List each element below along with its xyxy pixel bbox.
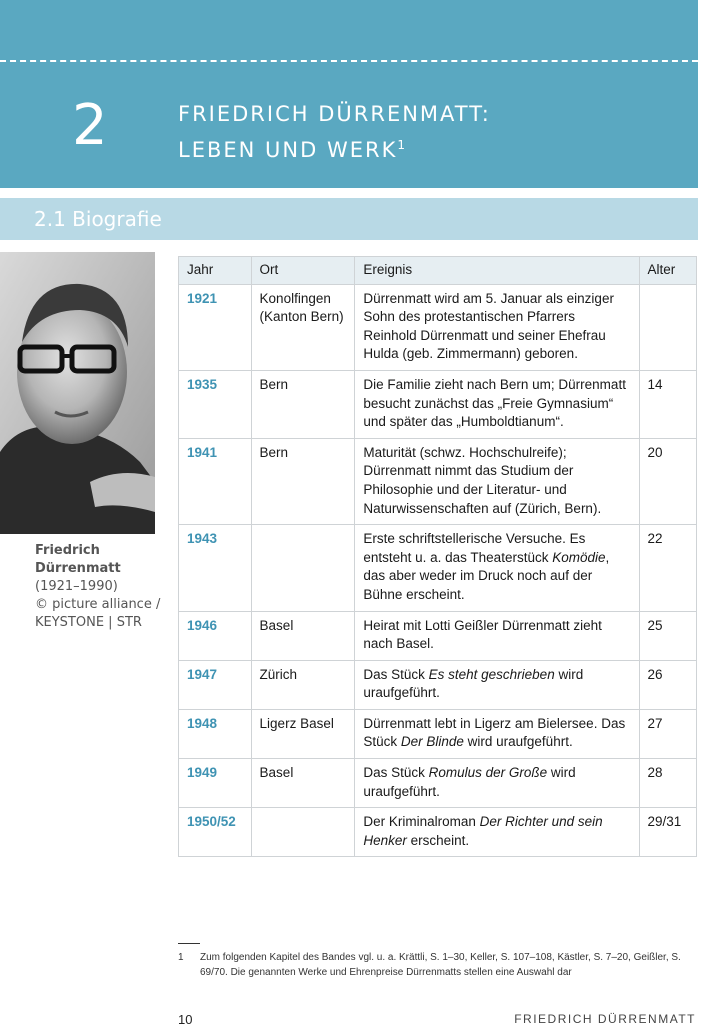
cell-place xyxy=(251,525,355,611)
event-text: Heirat mit Lotti Geißler Dürrenmatt zieht nach Basel. xyxy=(363,617,602,652)
cell-year: 1921 xyxy=(179,284,252,370)
event-work-title: Der Richter und sein Henker xyxy=(363,814,603,848)
cell-event xyxy=(355,759,639,808)
cell-event xyxy=(355,808,639,857)
footnote-rule xyxy=(178,943,200,944)
cell-age: 28 xyxy=(639,759,696,808)
page-number: 10 xyxy=(178,1012,193,1027)
cell-age: 26 xyxy=(639,660,696,709)
table-header-row xyxy=(179,257,697,285)
cell-year: 1949 xyxy=(179,759,252,808)
table-row xyxy=(179,611,697,660)
caption-years: (1921–1990) xyxy=(35,579,118,594)
cell-event xyxy=(355,284,639,370)
cell-age: 14 xyxy=(639,370,696,438)
footnote xyxy=(178,950,698,980)
cell-age xyxy=(639,284,696,370)
photo-caption xyxy=(35,542,160,632)
caption-name-line2: Dürrenmatt xyxy=(35,561,121,576)
cell-age: 22 xyxy=(639,525,696,611)
table-row xyxy=(179,709,697,758)
table-body xyxy=(179,284,697,857)
event-text: Dürrenmatt wird am 5. Januar als einziger Sohn des protestantischen Pfarrers Reinhold Dürrenmatt und seiner Ehefrau Hulda (geb. Zimmermann) geboren. xyxy=(363,290,614,362)
event-work-title: Der Blinde xyxy=(400,734,464,750)
cell-event xyxy=(355,611,639,660)
cell-event xyxy=(355,438,639,524)
cell-year: 1943 xyxy=(179,525,252,611)
table-row xyxy=(179,438,697,524)
chapter-number: 2 xyxy=(72,93,108,158)
cell-age: 27 xyxy=(639,709,696,758)
biography-table xyxy=(178,256,697,857)
cell-place: Bern xyxy=(251,438,355,524)
cell-place: Ligerz Basel xyxy=(251,709,355,758)
chapter-title-line1: FRIEDRICH DÜRRENMATT: xyxy=(178,102,491,126)
event-text: Das Stück xyxy=(363,666,429,682)
cell-place xyxy=(251,808,355,857)
event-work-title: Komödie xyxy=(552,549,606,565)
event-text: wird uraufgeführt. xyxy=(463,734,573,750)
event-work-title: Es steht geschrieben xyxy=(428,666,555,682)
chapter-footnote-ref[interactable]: 1 xyxy=(397,138,405,152)
cell-year: 1941 xyxy=(179,438,252,524)
event-text: Erste schriftstellerische Versuche. Es entsteht u. a. das Theaterstück xyxy=(363,531,586,565)
cell-place: Basel xyxy=(251,611,355,660)
cell-year: 1935 xyxy=(179,370,252,438)
event-text: Maturität (schwz. Hochschulreife); Dürrenmatt nimmt das Studium der Philosophie und der Literatur- und Naturwissenschaften auf (Zürich, Bern). xyxy=(363,444,602,516)
cell-age: 20 xyxy=(639,438,696,524)
section-title: 2.1 Biografie xyxy=(34,207,162,231)
chapter-title xyxy=(178,99,491,166)
header-place: Ort xyxy=(251,257,355,285)
event-work-title: Romulus der Große xyxy=(428,765,548,781)
event-text: Die Familie zieht nach Bern um; Dürrenmatt besucht zunächst das „Freie Gymnasium“ und später das „Humboldtianum“. xyxy=(363,376,626,430)
event-text: Dürrenmatt lebt in Ligerz am Bielersee. Das Stück xyxy=(363,715,626,750)
event-text: wird uraufgeführt. xyxy=(363,666,584,701)
portrait-photo xyxy=(0,252,155,534)
caption-credit-line1: © picture alliance / xyxy=(35,597,161,612)
cell-place: Zürich xyxy=(251,660,355,709)
event-text: wird uraufgeführt. xyxy=(363,765,576,799)
table-row xyxy=(179,660,697,709)
table-row xyxy=(179,759,697,808)
cell-age: 29/31 xyxy=(639,808,696,857)
cell-year: 1950/52 xyxy=(179,808,252,857)
footnote-text: Zum folgenden Kapitel des Bandes vgl. u. a. Krättli, S. 1–30, Keller, S. 107–108, Kästler, S. 7–20, Geißler, S. 69/70. Die genannten Werke und Ehrenpreise Dürrenmatts stellen eine Auswahl dar xyxy=(200,952,681,978)
caption-name-line1: Friedrich xyxy=(35,543,100,558)
cell-event xyxy=(355,709,639,758)
header-age: Alter xyxy=(639,257,696,285)
cell-place: Basel xyxy=(251,759,355,808)
event-text: , das aber weder im Druck noch auf der Bühne erscheint. xyxy=(363,549,610,602)
event-text: Der Kriminalroman xyxy=(363,814,480,830)
chapter-title-line2: LEBEN UND WERK xyxy=(178,138,398,162)
dashed-divider xyxy=(0,60,698,62)
table-row xyxy=(179,525,697,611)
cell-event xyxy=(355,660,639,709)
cell-year: 1947 xyxy=(179,660,252,709)
cell-year: 1948 xyxy=(179,709,252,758)
table-row xyxy=(179,808,697,857)
footnote-mark: 1 xyxy=(178,952,184,963)
cell-event xyxy=(355,370,639,438)
header-event: Ereignis xyxy=(355,257,639,285)
event-text: erscheint. xyxy=(406,832,470,848)
table-row xyxy=(179,370,697,438)
table-row xyxy=(179,284,697,370)
cell-age: 25 xyxy=(639,611,696,660)
cell-place: Bern xyxy=(251,370,355,438)
running-head: FRIEDRICH DÜRRENMATT xyxy=(514,1012,696,1026)
caption-credit-line2: KEYSTONE | STR xyxy=(35,615,142,630)
cell-place: Konolfingen (Kanton Bern) xyxy=(251,284,355,370)
header-year: Jahr xyxy=(179,257,252,285)
cell-event xyxy=(355,525,639,611)
cell-year: 1946 xyxy=(179,611,252,660)
event-text: Das Stück xyxy=(363,765,429,781)
